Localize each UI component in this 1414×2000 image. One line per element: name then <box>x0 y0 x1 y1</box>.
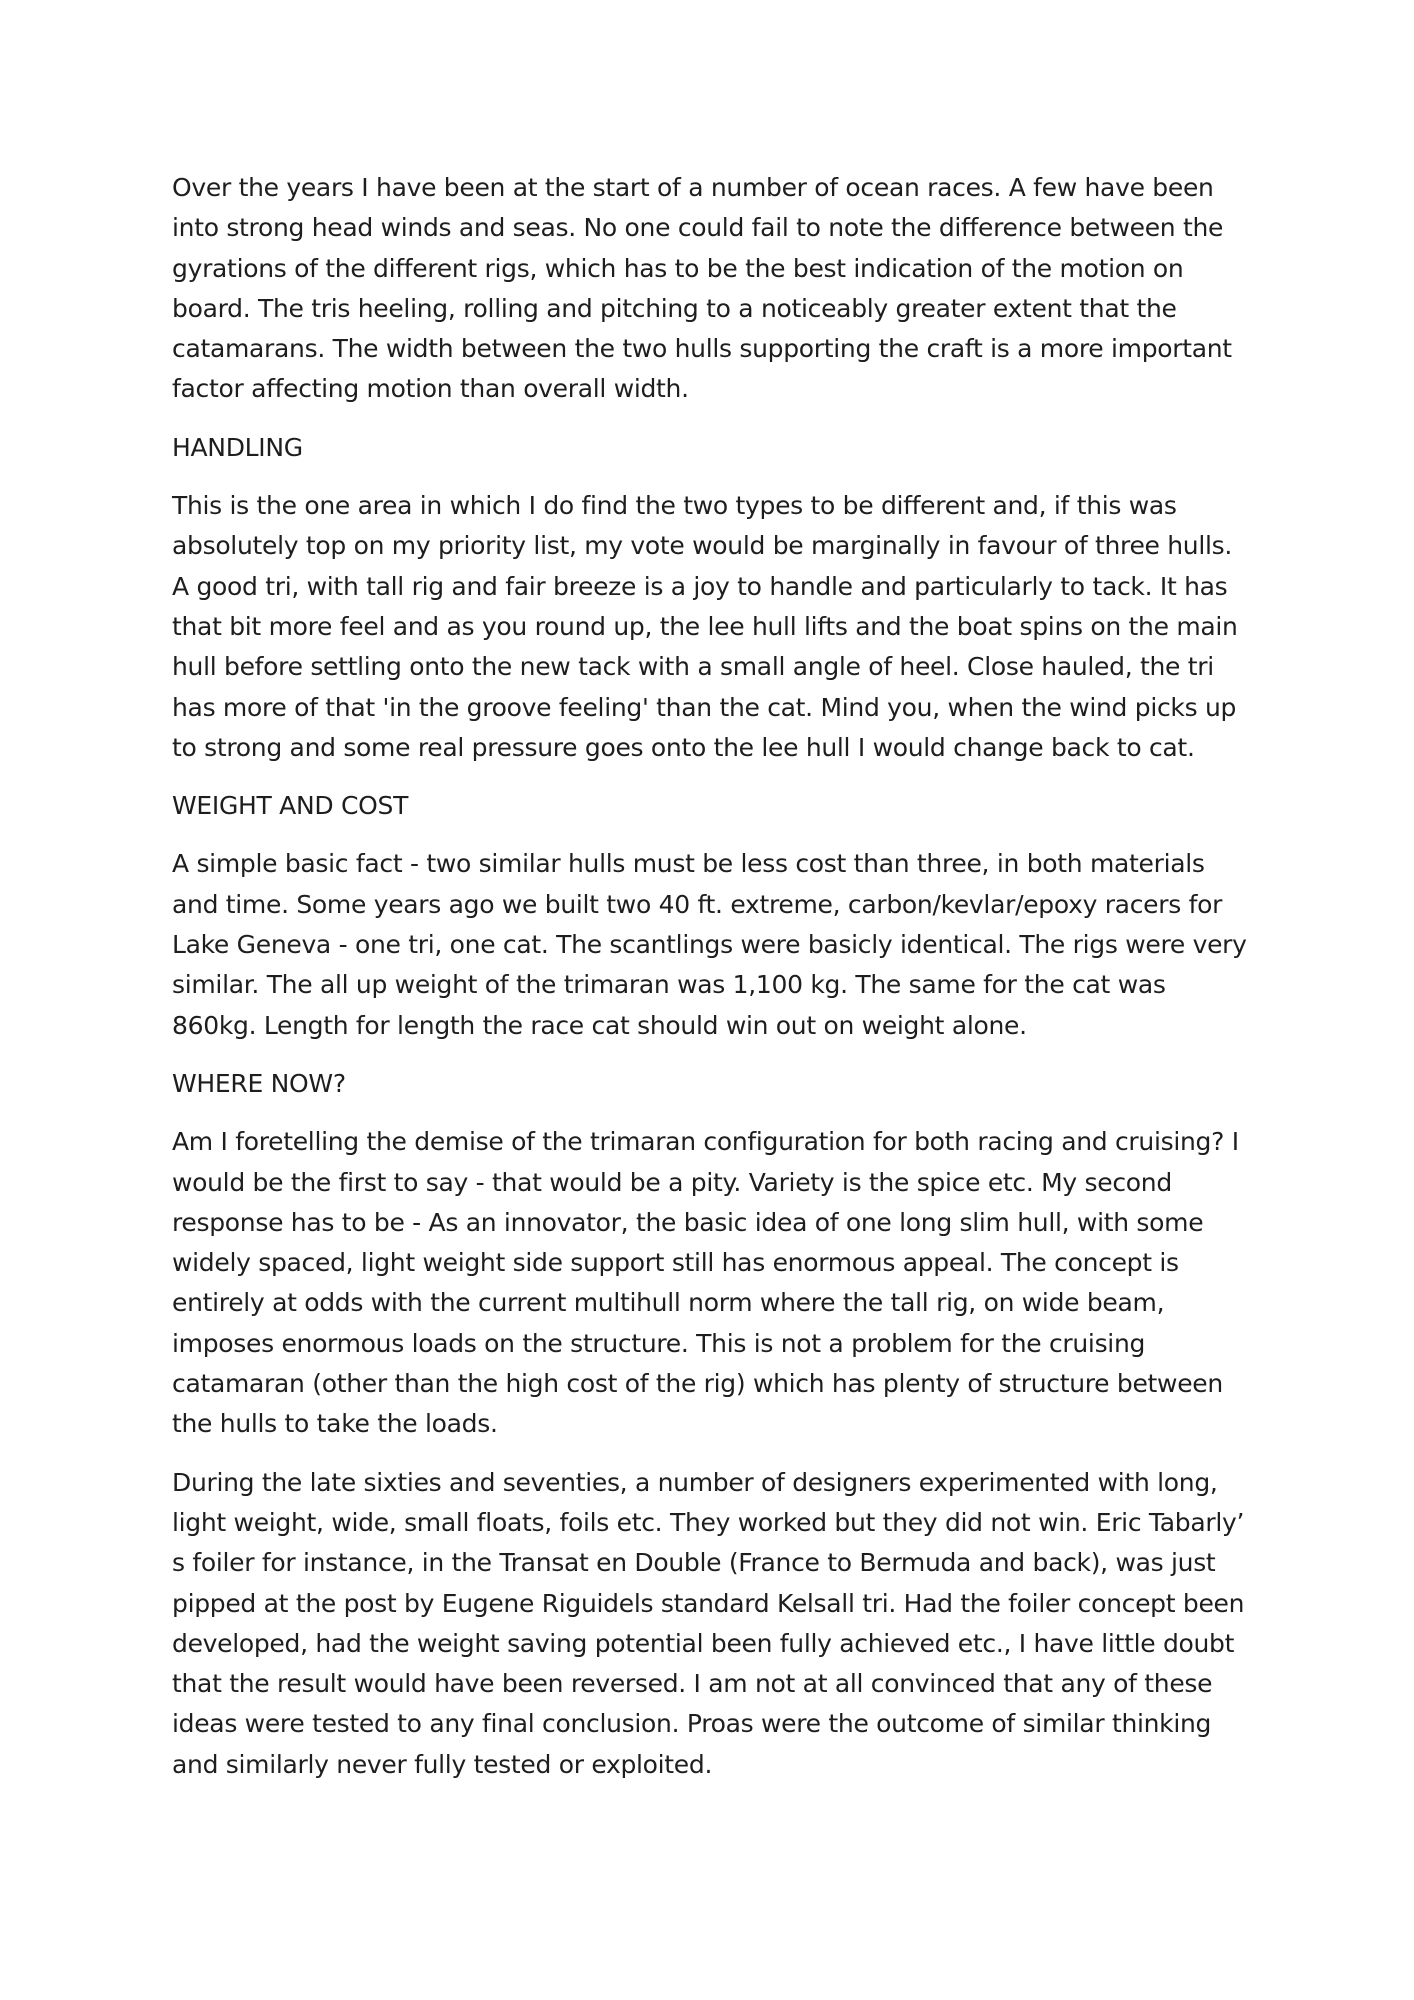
heading-where-now: WHERE NOW? <box>172 1068 346 1098</box>
heading-weight-and-cost: WEIGHT AND COST <box>172 791 409 821</box>
heading-handling: HANDLING <box>172 432 303 462</box>
paragraph-handling: This is the one area in which I do find the two types to be different and, if this was absolutely top on my priority list, my vote would be marginally in favour of three hulls. A good tri, with tall rig and fair breeze is a joy to handle and particularly to tack. It has that bit more feel and as you round up, the lee hull lifts and the boat spins on the main hull before settling onto the new tack with a small angle of heel. Close hauled, the tri has more of that 'in the groove feeling' than the cat. Mind you, when the wind picks up to strong and some real pressure goes onto the lee hull I would change back to cat. <box>172 491 1238 762</box>
document-page <box>172 168 1252 1803</box>
paragraph-where-now: Am I foretelling the demise of the trimaran configuration for both racing and cruising? I would be the first to say - that would be a pity. Variety is the spice etc. My second response has to be - As an innovator, the basic idea of one long slim hull, with some widely spaced, light weight side support still has enormous appeal. The concept is entirely at odds with the current multihull norm where the tall rig, on wide beam, imposes enormous loads on the structure. This is not a problem for the cruising catamaran (other than the high cost of the rig) which has plenty of structure between the hulls to take the loads. <box>172 1127 1239 1439</box>
paragraph-history: During the late sixties and seventies, a number of designers experimented with long, light weight, wide, small floats, foils etc. They worked but they did not win. Eric Tabarly’ s foiler for instance, in the Transat en Double (France to Bermuda and back), was just pipped at the post by Eugene Riguidels standard Kelsall tri. Had the foiler concept been developed, had the weight saving potential been fully achieved etc., I have little doubt that the result would have been reversed. I am not at all convinced that any of these ideas were tested to any final conclusion. Proas were the outcome of similar thinking and similarly never fully tested or exploited. <box>172 1467 1245 1779</box>
paragraph-weight-and-cost: A simple basic fact - two similar hulls must be less cost than three, in both materials and time. Some years ago we built two 40 ft. extreme, carbon/kevlar/epoxy racers for Lake Geneva - one tri, one cat. The scantlings were basicly identical. The rigs were very similar. The all up weight of the trimaran was 1,100 kg. The same for the cat was 860kg. Length for length the race cat should win out on weight alone. <box>172 849 1247 1040</box>
paragraph-motion: Over the years I have been at the start of a number of ocean races. A few have been into strong head winds and seas. No one could fail to note the difference between the gyrations of the different rigs, which has to be the best indication of the motion on board. The tris heeling, rolling and pitching to a noticeably greater extent that the catamarans. The width between the two hulls supporting the craft is a more important factor affecting motion than overall width. <box>172 173 1232 404</box>
